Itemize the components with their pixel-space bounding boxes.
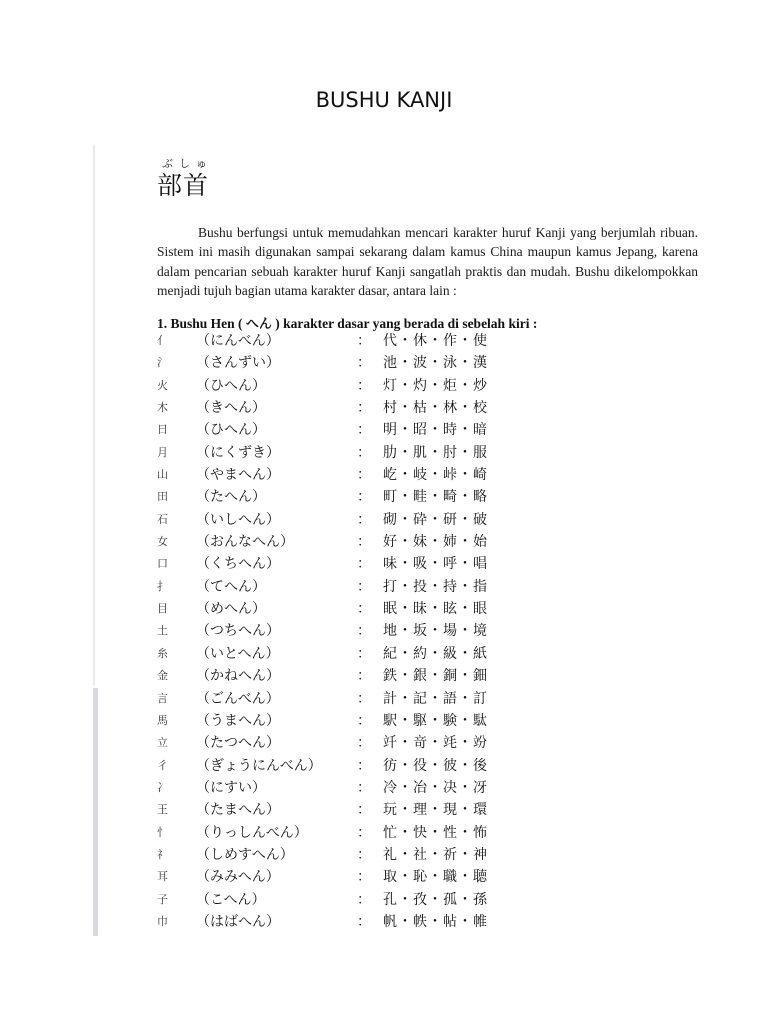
radical-reading: （にくずき） — [196, 444, 280, 461]
radical-glyph: 日 — [157, 423, 168, 437]
radical-reading: （ひへん） — [196, 377, 266, 394]
radical-glyph: 王 — [157, 803, 168, 817]
row-colon: ： — [357, 824, 371, 841]
row-colon: ： — [357, 511, 371, 528]
radical-glyph: 亻 — [157, 334, 168, 347]
row-colon: ： — [357, 534, 371, 551]
radical-glyph: 目 — [157, 602, 168, 616]
example-kanji: 計・記・語・訂 — [383, 690, 488, 707]
radical-reading: （てへん） — [196, 578, 266, 595]
radical-glyph: 彳 — [157, 758, 168, 772]
radical-glyph: 女 — [157, 535, 168, 549]
row-colon: ： — [357, 869, 371, 886]
row-colon: ： — [357, 601, 371, 618]
example-kanji: 好・妹・姉・始 — [383, 534, 488, 551]
radical-glyph: 巾 — [157, 914, 168, 928]
row-colon: ： — [357, 802, 371, 819]
radical-reading: （うまへん） — [196, 712, 280, 729]
radical-glyph: 子 — [157, 892, 168, 906]
heading-kanji: 部首 — [157, 171, 210, 200]
example-kanji: 礼・社・祈・神 — [383, 846, 488, 863]
radical-glyph: 馬 — [157, 713, 168, 727]
example-kanji: 彷・役・彼・後 — [383, 757, 488, 774]
example-kanji: 砌・砕・研・破 — [383, 511, 488, 528]
radical-reading: （こへん） — [196, 891, 266, 908]
example-kanji: 屹・岐・峠・崎 — [383, 467, 488, 484]
example-kanji: 鉄・銀・銅・鈿 — [383, 668, 488, 685]
radical-reading: （たまへん） — [196, 802, 280, 819]
example-kanji: 打・投・持・指 — [383, 578, 488, 595]
scan-edge — [93, 688, 98, 936]
example-kanji: 紀・約・級・紙 — [383, 645, 488, 662]
row-colon: ： — [357, 556, 371, 573]
radical-reading: （かねへん） — [196, 668, 280, 685]
radical-reading: （ごんべん） — [196, 690, 280, 707]
radical-glyph: 糸 — [157, 646, 168, 660]
example-kanji: 味・吸・呼・唱 — [383, 556, 488, 573]
intro-paragraph: Bushu berfungsi untuk memudahkan mencari karakter huruf Kanji yang berjumlah ribuan. Sistem ini masih digunakan sampai sekarang dalam kamus China maupun kamus Jepang, karena dalam pencarian sebuah karakter huruf Kanji sangatlah praktis dan mudah. Bushu dikelompokkan menjadi tujuh bagian utama karakter dasar, antara lain : — [157, 225, 698, 298]
radical-reading: （めへん） — [196, 601, 266, 618]
radical-reading: （ぎょうにんべん） — [196, 757, 322, 774]
row-colon: ： — [357, 846, 371, 863]
example-kanji: 代・休・作・使 — [383, 333, 488, 349]
row-colon: ： — [357, 757, 371, 774]
radical-reading: （おんなへん） — [196, 534, 294, 551]
radical-glyph: 氵 — [157, 356, 168, 370]
radical-glyph: 忄 — [157, 825, 168, 839]
row-colon: ： — [357, 913, 371, 930]
radical-glyph: 言 — [157, 691, 168, 705]
radical-reading: （ひへん） — [196, 422, 266, 439]
row-colon: ： — [357, 355, 371, 372]
example-kanji: 竏・竒・竓・竕 — [383, 735, 488, 752]
example-kanji: 忙・快・性・怖 — [383, 824, 488, 841]
example-kanji: 明・昭・時・暗 — [383, 422, 488, 439]
radical-glyph: 金 — [157, 669, 168, 683]
example-kanji: 帆・帙・帖・帷 — [383, 913, 488, 930]
radical-reading: （いとへん） — [196, 645, 280, 662]
scan-edge — [93, 145, 95, 685]
radical-glyph: 礻 — [157, 847, 168, 861]
radical-reading: （つちへん） — [196, 623, 280, 640]
example-kanji: 冷・冶・决・冴 — [383, 779, 488, 796]
radical-reading: （やまへん） — [196, 467, 280, 484]
row-colon: ： — [357, 735, 371, 752]
radical-glyph: 田 — [157, 490, 168, 504]
radical-glyph: 耳 — [157, 870, 168, 884]
example-kanji: 取・恥・職・聴 — [383, 869, 488, 886]
radical-glyph: 月 — [157, 445, 168, 459]
row-colon: ： — [357, 489, 371, 506]
radical-reading: （きへん） — [196, 400, 266, 417]
row-colon: ： — [357, 333, 371, 349]
radical-reading: （りっしんべん） — [196, 824, 308, 841]
row-colon: ： — [357, 623, 371, 640]
document-title: BUSHU KANJI — [315, 88, 453, 112]
radical-glyph: 石 — [157, 512, 168, 526]
example-kanji: 駅・駆・験・駄 — [383, 712, 488, 729]
example-kanji: 眠・昧・眩・眼 — [383, 601, 488, 618]
radical-reading: （にすい） — [196, 779, 266, 796]
example-kanji: 池・波・泳・漢 — [383, 355, 488, 372]
radical-glyph: 火 — [157, 378, 168, 392]
row-colon: ： — [357, 467, 371, 484]
radical-glyph: 口 — [157, 557, 168, 571]
example-kanji: 玩・理・現・環 — [383, 802, 488, 819]
radical-reading: （みみへん） — [196, 869, 280, 886]
radical-glyph: 山 — [157, 468, 168, 482]
radical-glyph: 扌 — [157, 579, 168, 593]
radical-glyph: 木 — [157, 401, 168, 415]
heading-furigana: ぶしゅ — [162, 157, 213, 170]
example-kanji: 孔・孜・孤・孫 — [383, 891, 488, 908]
row-colon: ： — [357, 668, 371, 685]
bushu-heading — [157, 158, 213, 202]
radical-reading: （たつへん） — [196, 735, 280, 752]
radical-reading: （いしへん） — [196, 511, 280, 528]
row-colon: ： — [357, 712, 371, 729]
radical-reading: （にんべん） — [196, 333, 280, 349]
radical-glyph: 冫 — [157, 780, 168, 794]
example-kanji: 町・畦・畸・略 — [383, 489, 488, 506]
radical-glyph: 立 — [157, 736, 168, 750]
radical-reading: （たへん） — [196, 489, 266, 506]
row-colon: ： — [357, 444, 371, 461]
row-colon: ： — [357, 422, 371, 439]
row-colon: ： — [357, 779, 371, 796]
example-kanji: 村・枯・林・校 — [383, 400, 488, 417]
example-kanji: 肋・肌・肘・服 — [383, 444, 488, 461]
section-heading-prefix: 1. Bushu Hen ( — [157, 316, 243, 331]
radical-reading: （はばへん） — [196, 913, 280, 930]
row-colon: ： — [357, 891, 371, 908]
row-colon: ： — [357, 690, 371, 707]
radical-reading: （しめすへん） — [196, 846, 294, 863]
radical-glyph: 土 — [157, 624, 168, 638]
radical-reading: （くちへん） — [196, 556, 280, 573]
section-heading-kana: へん — [245, 317, 272, 332]
example-kanji: 地・坂・場・境 — [383, 623, 488, 640]
row-colon: ： — [357, 400, 371, 417]
example-kanji: 灯・灼・炬・炒 — [383, 377, 488, 394]
row-colon: ： — [357, 377, 371, 394]
radical-reading: （さんずい） — [196, 355, 280, 372]
row-colon: ： — [357, 578, 371, 595]
section-heading-suffix: ) karakter dasar yang berada di sebelah kiri : — [275, 316, 538, 331]
row-colon: ： — [357, 645, 371, 662]
